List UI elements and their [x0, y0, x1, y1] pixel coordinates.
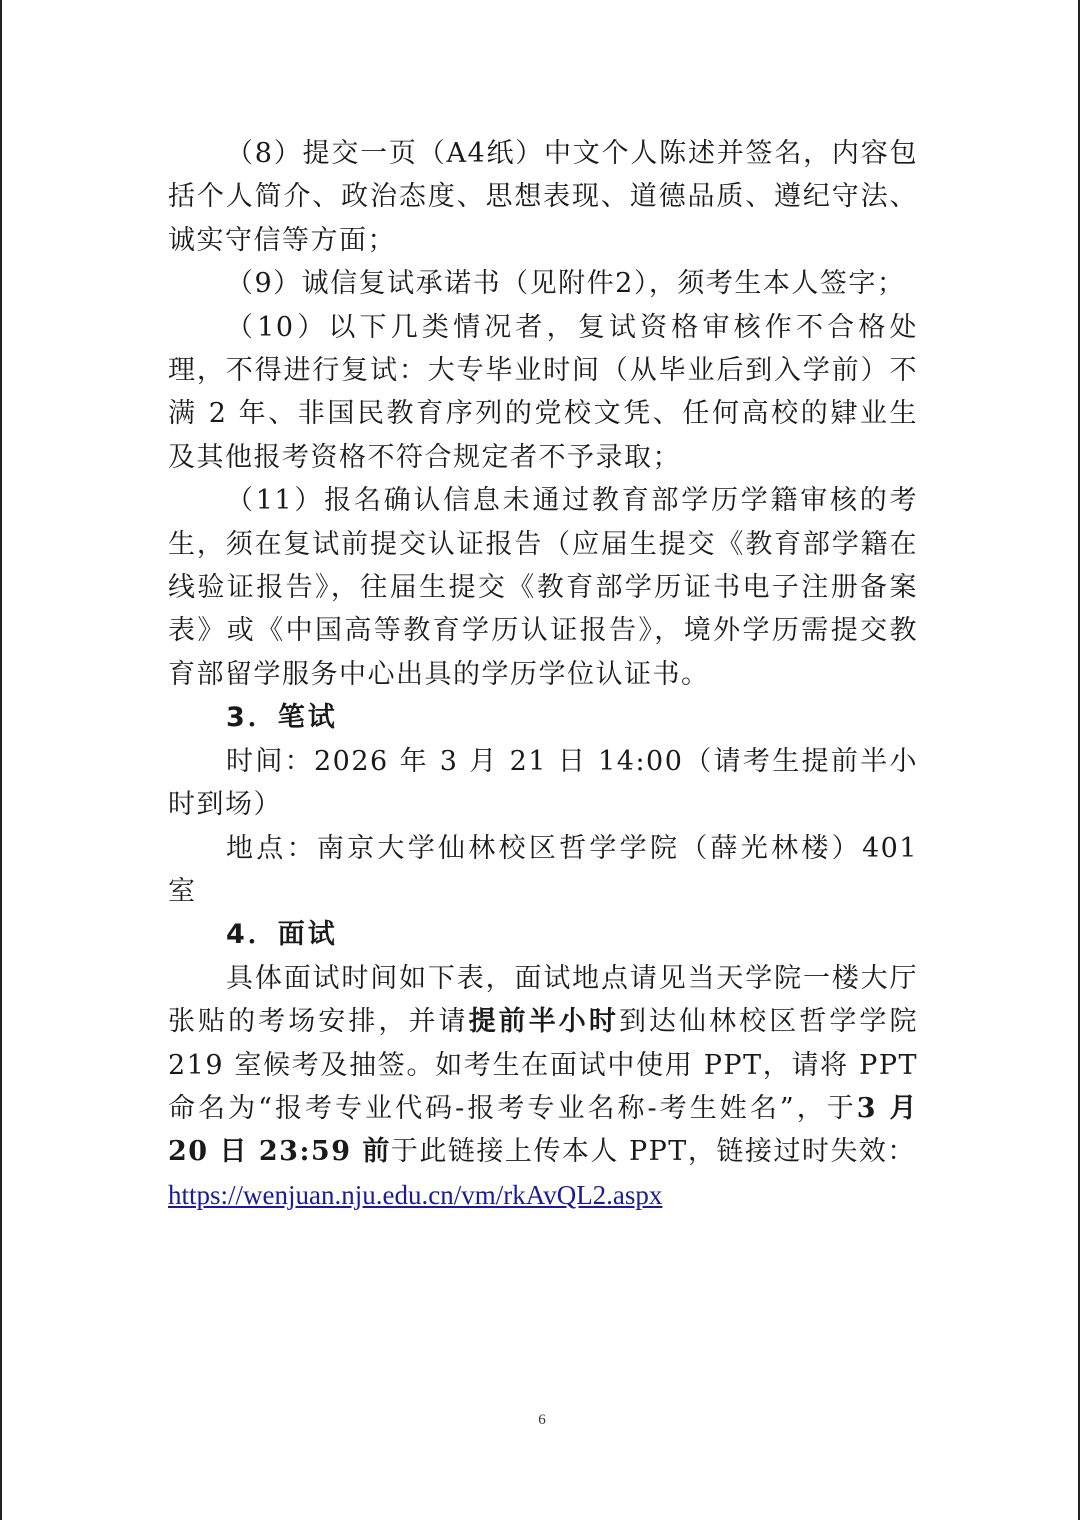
- interview-emphasis-deadline: 3 月 20 日 23:59 前: [168, 1092, 919, 1168]
- upload-link[interactable]: https://wenjuan.nju.edu.cn/vm/rkAvQL2.aspx: [168, 1179, 663, 1210]
- interview-text-1: 具体面试时间如下表，面试地点请见当天学院一楼大厅张贴的考场安排，并请: [168, 962, 918, 1038]
- written-exam-time: 时间：2026 年 3 月 21 日 14:00（请考生提前半小时到场）: [168, 745, 918, 821]
- list-item-11: （11）报名确认信息未通过教育部学历学籍审核的考生，须在复试前提交认证报告（应届生提交《教育部学籍在线验证报告》，往届生提交《教育部学历证书电子注册备案表》或《中国高等教育学历认证报告》，境外学历需提交教育部留学服务中心出具的学历学位认证书。: [168, 485, 918, 690]
- interview-heading: 4．面试: [226, 919, 338, 951]
- interview-text-2: 到达仙林校区哲学学院 219 室候考及抽签。如考生在面试中使用 PPT，请将 PPT 命名为“报考专业代码-报考专业名称-考生姓名”，于: [168, 1006, 918, 1124]
- written-exam-location: 地点：南京大学仙林校区哲学学院（薛光林楼）401 室: [168, 832, 918, 907]
- list-item-9: （9）诚信复试承诺书（见附件2），须考生本人签字；: [226, 268, 906, 300]
- interview-emphasis-early: 提前半小时: [468, 1006, 619, 1038]
- list-item-10: （10）以下几类情况者，复试资格审核作不合格处理，不得进行复试：大专毕业时间（从毕业后到入学前）不满 2 年、非国民教育序列的党校文凭、任何高校的肄业生及其他报考资格不符合规定者不予录取；: [168, 311, 918, 473]
- upload-link-line: [168, 1174, 918, 1217]
- interview-paragraph: [168, 957, 918, 1174]
- document-body: [168, 132, 918, 1217]
- page-number: 6: [538, 1412, 546, 1428]
- written-exam-heading: 3．笔试: [226, 702, 338, 734]
- interview-text-3: 于此链接上传本人 PPT，链接过时失效：: [390, 1136, 916, 1168]
- list-item-8: （8）提交一页（A4纸）中文个人陈述并签名，内容包括个人简介、政治态度、思想表现、道德品质、遵纪守法、诚实守信等方面；: [168, 138, 918, 256]
